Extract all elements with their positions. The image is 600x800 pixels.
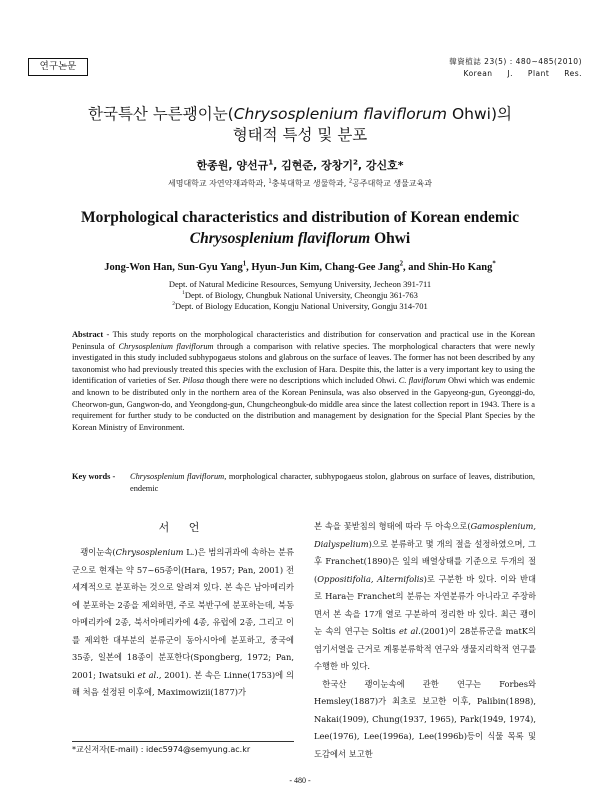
affiliation-line: Dept. of Natural Medicine Resources, Semyung University, Jecheon 391-711 [168, 279, 432, 289]
journal-ref-line2: Korean J. Plant Res. [463, 69, 582, 78]
korean-authors: 한종원, 양선규$^1$, 김현준, 장창기$^2$, 강신호* [196, 157, 404, 172]
keywords-list: Chrysosplenium flaviflorum, morphological character, subhypogaeus stolon, glabrous on surface of leaves, distribution, endemic [130, 472, 535, 493]
korean-title [0, 104, 600, 146]
footnote-divider [72, 741, 294, 742]
english-title-line2: Chrysosplenium flaviflorum Ohwi [189, 230, 411, 247]
korean-title-line2: 형태적 특성 및 분포 [232, 126, 368, 144]
section-title-introduction: 서 언 [158, 521, 208, 534]
english-authors: Jong-Won Han, Sun-Gyu Yang$^1$, Hyun-Jun Kim, Chang-Gee Jang$^2$, and Shin-Ho Kang* [104, 260, 496, 273]
article-type-badge: 연구논문 [28, 58, 88, 76]
abstract-label: Abstract [72, 330, 104, 339]
abstract: Abstract - This study reports on the morphological characteristics and distribution for conservation and practical use in the Korean Peninsula of Chrysosplenium flaviflorum through a comparison with relative species. The morphological characters that were newly investigated in this study included subhypogaeus stolons and glabrous on the surface of leaves. The former has not been described by any taxonomist who had previously treated this species with the exclusion of Hara. Despite this, the latter is a very important key to using the identification of varieties of Ser. Pilosa though there were no descriptions which included Ohwi. C. flaviflorum Ohwi which was endemic and known to be distributed only in the northern area of the Korean Peninsula, was also observed in the Gapyeong-gun, Gyeonggi-do, Cheorwon-gun, Gangwon-do, and Yeongdong-gun, Chungcheongbuk-do middle area since the latest collection report in 1943. There is a requirement for further study to be conducted on the distribution and management by designation for the Special Plant Species by the Korean Ministry of Environment. [72, 330, 535, 432]
english-title [0, 207, 600, 249]
affiliation-line: $^2$Dept. of Biology Education, Kongju National University, Gongju 314-701 [172, 301, 428, 311]
corresponding-author-footnote: *교신저자(E-mail) : idec5974@semyung.ac.kr [72, 745, 251, 754]
body-column-right [314, 518, 536, 763]
korean-affiliations: 세명대학교 자연약재과학과, $^1$충북대학교 생물학과, $^2$공주대학교 생물교육과 [167, 178, 432, 188]
body-paragraph: 본 속을 꽃받침의 형태에 따라 두 아속으로(Gamosplenium, Dialyspelium)으로 분류하고 몇 개의 절을 설정하였으며, 그 후 Franchet(1890)은 잎의 배열상태를 기준으로 두개의 절(Oppositifolia, Alternifolis)로 구분한 바 있다. 이와 반대로 Hara는 Franchet의 분류는 자연분류가 아니라고 주장하면서 본 속을 17개 열로 구분하여 정리한 바 있다. 최근 괭이눈 속의 연구는 Soltis et al.(2001)이 28분류군을 matK의 염기서열을 근거로 계통분류학적 연구와 생물지리학적 연구를 수행한 바 있다. [314, 521, 537, 671]
english-title-line1: Morphological characteristics and distribution of Korean endemic [81, 209, 519, 226]
body-paragraph: 괭이눈속(Chrysosplenium L.)은 범의귀과에 속하는 분류군으로 현재는 약 57~65종이(Hara, 1957; Pan, 2001) 전 세계적으로 분포하는 것으로 알려져 있다. 본 속은 남아메리카에 분포하는 2종을 제외하면, 주로 북반구에 분포하는데, 북동아메리카에 2종, 북서아메리카에 4종, 유럽에 2종, 그리고 이를 제외한 대부분의 분류군이 동아시아에 분포하고, 중국에 35종, 일본에 18종이 분포한다(Spongberg, 1972; Pan, 2001; Iwatsuki et al., 2001). 본 속은 Linne(1753)에 의해 처음 설정된 이후에, Maximowizii(1877)가 [72, 547, 294, 697]
journal-ref-line1: 韓資植誌 23(5) : 480~485(2010) [449, 57, 582, 66]
korean-title-line1: 한국특산 누른괭이눈(Chrysosplenium flaviflorum Ohwi)의 [88, 105, 512, 123]
keywords [72, 471, 535, 494]
body-column-left [72, 518, 294, 702]
keywords-label: Key words - [72, 472, 116, 481]
affiliation-line: $^1$Dept. of Biology, Chungbuk National University, Cheongju 361-763 [182, 290, 418, 300]
english-affiliations [0, 279, 600, 312]
body-paragraph: 한국산 괭이눈속에 관한 연구는 Forbes와 Hemsley(1887)가 최초로 보고한 이후, Palibin(1898), Nakai(1909), Chung(1937, 1965), Park(1949, 1974), Lee(1976), Lee(1996a), Lee(1996b)등이 식물 목록 및 도감에서 보고한 [314, 678, 536, 759]
page-number: - 480 - [289, 776, 311, 785]
journal-reference [449, 56, 582, 80]
